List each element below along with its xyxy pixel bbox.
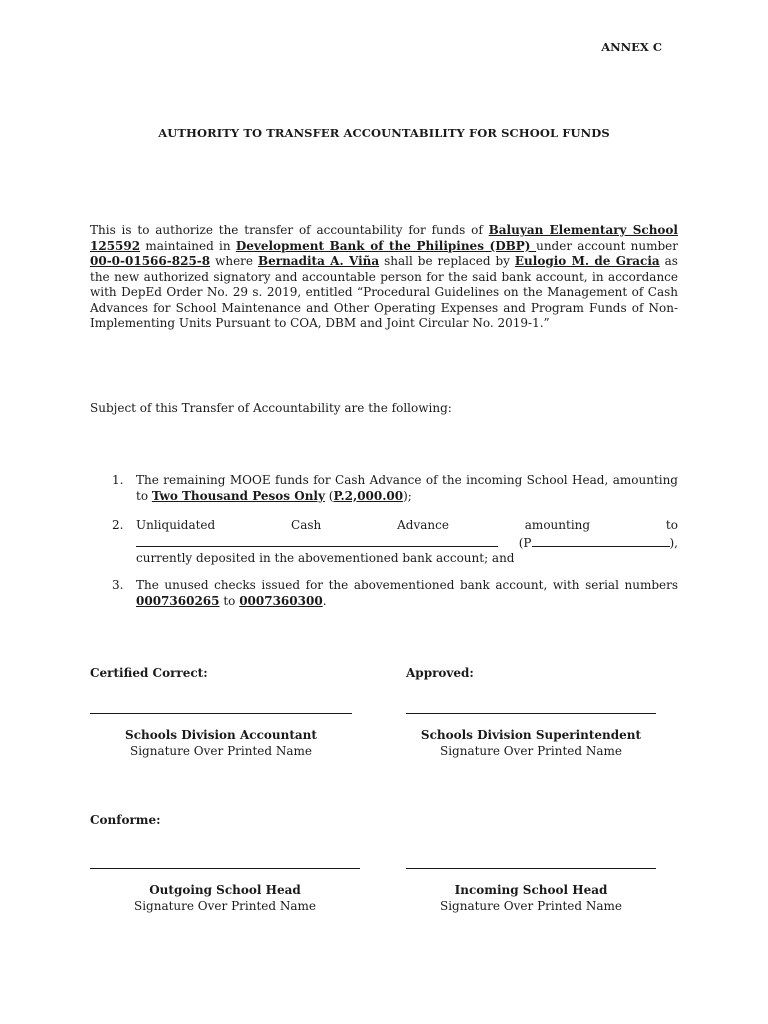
serial-from: 0007360265 <box>136 593 220 608</box>
school-name: Baluyan Elementary School 125592 <box>90 223 678 253</box>
signature-caption: Signature Over Printed Name <box>133 898 317 913</box>
signature-line-accountant[interactable] <box>90 713 352 714</box>
annex-label: ANNEX C <box>601 40 662 54</box>
item2-text: currently deposited in the abovementioned bank account; and <box>136 551 515 565</box>
signature-caption: Signature Over Printed Name <box>439 743 623 758</box>
signature-caption: Signature Over Printed Name <box>439 898 623 913</box>
signatory-superintendent <box>406 728 656 759</box>
signature-line-superintendent[interactable] <box>406 713 656 714</box>
signature-caption: Signature Over Printed Name <box>129 743 313 758</box>
para-text-3: under account number <box>536 238 679 253</box>
list-item <box>112 473 678 504</box>
item2-word: Advance <box>397 518 449 532</box>
para-text-5: shall be replaced by <box>379 254 515 268</box>
list-item <box>112 578 678 609</box>
para-text-6: as the new authorized signatory and accountable person for the said bank account, in accordance with DepEd Order No. 29 s. 2019, entitled “Procedural Guidelines on the Management of Cash Advances for School Maintenance and Other Operating Expenses and Program Funds of Non-Implementing Units Pursuant to COA, DBM and Joint Circular No. 2019-1.” <box>90 254 678 330</box>
serial-to: 0007360300 <box>239 593 323 608</box>
role-title: Outgoing School Head <box>149 883 301 897</box>
list-number: 1. <box>112 473 124 487</box>
para-text-2: maintained in <box>140 238 236 253</box>
outgoing-name: Bernadita A. Viña <box>257 254 380 268</box>
approved-label: Approved: <box>406 666 474 680</box>
conforme-label: Conforme: <box>90 813 161 827</box>
signature-line-incoming[interactable] <box>406 868 656 869</box>
amount-figure: P.2,000.00 <box>333 488 404 503</box>
amount-words: Two Thousand Pesos Only <box>151 488 325 503</box>
bank-name: Development Bank of the Philipines (DBP) <box>235 238 537 253</box>
signatory-accountant <box>90 728 352 759</box>
item2-p-open: (P <box>518 535 532 550</box>
subject-line: Subject of this Transfer of Accountability are the following: <box>90 401 452 415</box>
amount-figure-blank[interactable] <box>532 534 670 547</box>
item3-to: to <box>219 593 240 608</box>
role-title: Schools Division Superintendent <box>420 728 642 742</box>
item1-text: The remaining MOOE funds for Cash Advance of the incoming School Head, amounting to <box>136 473 678 503</box>
item3-text: The unused checks issued for the abovementioned bank account, with serial numbers <box>136 578 678 592</box>
list-item <box>112 518 678 567</box>
item2-p-close: ), <box>669 535 678 550</box>
para-text-1: This is to authorize the transfer of accountability for funds of <box>90 223 489 237</box>
item1-paren-open: ( <box>324 488 334 503</box>
item2-word: Unliquidated <box>136 518 216 532</box>
account-number: 00-0-01566-825-8 <box>90 254 211 268</box>
incoming-name: Eulogio M. de Gracia <box>514 254 660 268</box>
role-title: Incoming School Head <box>454 883 608 897</box>
signatory-outgoing-head <box>90 883 360 914</box>
list-number: 3. <box>112 578 124 592</box>
item2-word: amounting <box>524 518 591 532</box>
item2-word: Cash <box>291 518 322 532</box>
role-title: Schools Division Accountant <box>125 728 317 742</box>
amount-blank-line[interactable] <box>136 534 498 547</box>
document-title: AUTHORITY TO TRANSFER ACCOUNTABILITY FOR SCHOOL FUNDS <box>158 126 610 140</box>
certified-label: Certified Correct: <box>90 666 208 680</box>
item2-word: to <box>665 518 678 532</box>
para-text-4: where <box>210 254 258 268</box>
signatory-incoming-head <box>406 883 656 914</box>
signature-line-outgoing[interactable] <box>90 868 360 869</box>
authorization-paragraph <box>90 223 678 332</box>
item3-period: . <box>322 593 327 608</box>
list-number: 2. <box>112 518 124 532</box>
item1-paren-close: ); <box>403 488 412 503</box>
